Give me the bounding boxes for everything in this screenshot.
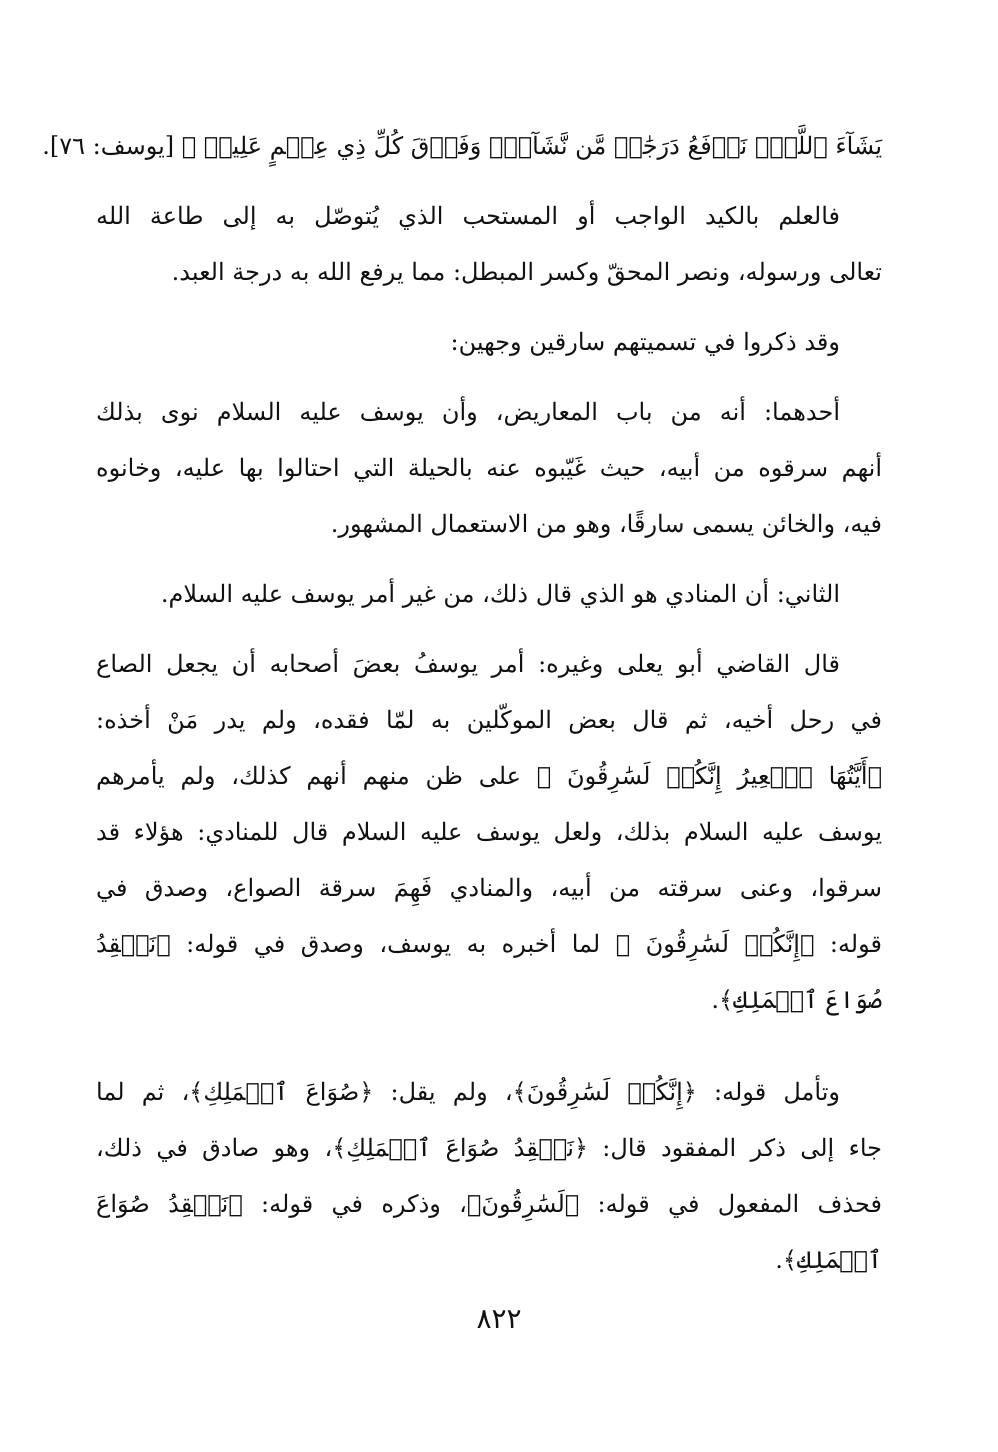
text-line: جاء إلى ذكر المفقود قال: ﴿نَفۡقِدُ صُوَاعَ ٱلۡمَلِكِ﴾، وهو صادق في ذلك، (96, 1134, 882, 1162)
text-line: فحذف المفعول في قوله: ﴿لَسَٰرِقُونَ﴾، وذكره في قوله: ﴿نَفۡقِدُ صُوَاعَ (96, 1190, 882, 1218)
text-line: فيه، والخائن يسمى سارقًا، وهو من الاستعمال المشهور. (330, 510, 882, 538)
text-line: قوله: ﴿إِنَّكُمۡ لَسَٰرِقُونَ ﴾ لما أخبره به يوسف، وصدق في قوله: ﴿نَفۡقِدُ (96, 930, 882, 958)
text-line: في رحل أخيه، ثم قال بعض الموكّلين به لمّا فقده، ولم يدر مَنْ أخذه: (96, 706, 882, 734)
text-line: سرقوا، وعنى سرقته من أبيه، والمنادي فَهِمَ سرقة الصواع، وصدق في (96, 874, 882, 902)
text-line: أنهم سرقوه من أبيه، حيث غَيّبوه عنه بالحيلة التي احتالوا بها عليه، وخانوه (96, 454, 882, 482)
paragraph-gap (96, 1028, 882, 1064)
text-line: فالعلم بالكيد الواجب أو المستحب الذي يُتوصّل به إلى طاعة الله (96, 202, 840, 230)
paragraph-gap (96, 552, 882, 566)
text-line: أحدهما: أنه من باب المعاريض، وأن يوسف عليه السلام نوى بذلك (96, 398, 840, 426)
paragraph-gap (96, 622, 882, 636)
text-line: قال القاضي أبو يعلى وغيره: أمر يوسفُ بعضَ أصحابه أن يجعل الصاع (96, 650, 840, 678)
page-number: ٨٢٢ (476, 1302, 522, 1335)
verse-line: يَشَآءَ ٱللَّهُۚ نَرۡفَعُ دَرَجَٰتٖ مَّن نَّشَآءُۗ وَفَوۡقَ كُلِّ ذِي عِلۡمٍ عَلِيمٞ ﴾ [يوسف: ٧٦]. (42, 132, 882, 160)
text-line: وقد ذكروا في تسميتهم سارقين وجهين: (450, 328, 840, 356)
text-line: وتأمل قوله: ﴿إِنَّكُمۡ لَسَٰرِقُونَ﴾، ولم يقل: ﴿صُوَاعَ ٱلۡمَلِكِ﴾، ثم لما (96, 1078, 840, 1106)
paragraph-gap (96, 370, 882, 384)
text-line: يوسف عليه السلام بذلك، ولعل يوسف عليه السلام قال للمنادي: هؤلاء قد (96, 818, 882, 846)
paragraph-gap (96, 300, 882, 314)
text-line: الثاني: أن المنادي هو الذي قال ذلك، من غير أمر يوسف عليه السلام. (160, 580, 840, 608)
text-line: ﴿أَيَّتُهَا ٱلۡعِيرُ إِنَّكُمۡ لَسَٰرِقُونَ ﴾ على ظن منهم أنهم كذلك، ولم يأمرهم (96, 762, 882, 790)
text-line: ٱلۡمَلِكِ﴾. (775, 1246, 882, 1274)
page-body (42, 118, 882, 1288)
text-line: صُوَاعَ ٱلۡمَلِكِ﴾. (711, 986, 882, 1014)
text-line: تعالى ورسوله، ونصر المحقّ وكسر المبطل: مما يرفع الله به درجة العبد. (171, 258, 882, 286)
paragraph-gap (96, 174, 882, 188)
